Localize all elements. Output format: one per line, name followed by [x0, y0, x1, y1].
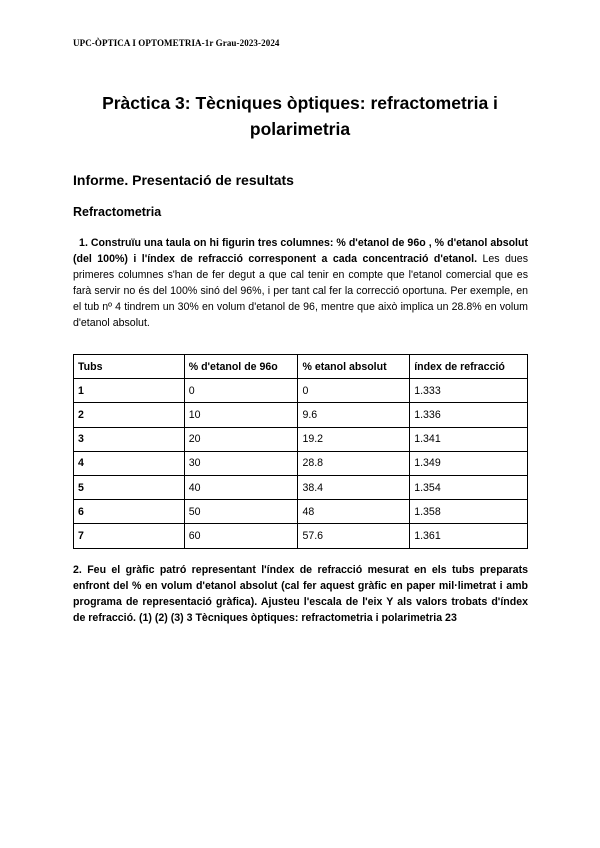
cell-tub: 4	[74, 451, 185, 475]
column-header-ethanol-absolute: % etanol absolut	[298, 355, 410, 379]
cell-ethanol-absolute: 19.2	[298, 427, 410, 451]
cell-refractive-index: 1.341	[410, 427, 528, 451]
cell-refractive-index: 1.349	[410, 451, 528, 475]
table-row	[74, 475, 528, 499]
cell-ethanol-absolute: 57.6	[298, 524, 410, 548]
question-1-body: Les dues primeres columnes s'han de fer degut a que cal tenir en compte que l'etanol comercial que es farà servir no és del 100% sinó del 96%, i per tant cal fer la correcció oportuna. Per exemple, en el tub nº 4 tindrem un 30% en volum d'etanol de 96, mentre que això implica un 28.8% en volum d'etanol absolut.	[73, 253, 528, 329]
subsection-heading: Refractometria	[73, 205, 162, 219]
section-heading: Informe. Presentació de resultats	[73, 172, 294, 188]
cell-tub: 1	[74, 379, 185, 403]
running-header: UPC-ÒPTICA I OPTOMETRIA-1r Grau-2023-2024	[73, 38, 280, 48]
cell-tub: 3	[74, 427, 185, 451]
cell-refractive-index: 1.361	[410, 524, 528, 548]
cell-tub: 7	[74, 524, 185, 548]
cell-tub: 6	[74, 500, 185, 524]
cell-ethanol-absolute: 38.4	[298, 475, 410, 499]
cell-ethanol-96: 10	[184, 403, 298, 427]
question-1-lead: 1. Construïu una taula on hi figurin tres columnes: % d'etanol de 96o , % d'etanol absolut (del 100%) i l'índex de refracció corresponent a cada concentració d'etanol.	[73, 237, 528, 265]
cell-ethanol-absolute: 48	[298, 500, 410, 524]
table-row	[74, 379, 528, 403]
table-header-row	[74, 355, 528, 379]
cell-tub: 5	[74, 475, 185, 499]
cell-ethanol-96: 50	[184, 500, 298, 524]
cell-tub: 2	[74, 403, 185, 427]
cell-ethanol-96: 40	[184, 475, 298, 499]
question-1-paragraph	[73, 235, 528, 331]
column-header-refractive-index: índex de refracció	[410, 355, 528, 379]
cell-ethanol-absolute: 0	[298, 379, 410, 403]
cell-refractive-index: 1.336	[410, 403, 528, 427]
table-row	[74, 403, 528, 427]
cell-ethanol-absolute: 9.6	[298, 403, 410, 427]
table-row	[74, 427, 528, 451]
cell-ethanol-96: 0	[184, 379, 298, 403]
cell-refractive-index: 1.358	[410, 500, 528, 524]
table-row	[74, 524, 528, 548]
table-row	[74, 451, 528, 475]
results-table	[73, 354, 528, 549]
column-header-ethanol-96: % d'etanol de 96o	[184, 355, 298, 379]
document-title: Pràctica 3: Tècniques òptiques: refractometria i polarimetria	[102, 93, 498, 139]
table-row	[74, 500, 528, 524]
cell-refractive-index: 1.354	[410, 475, 528, 499]
question-2-paragraph: 2. Feu el gràfic patró representant l'índex de refracció mesurat en els tubs preparats enfront del % en volum d'etanol absolut (cal fer aquest gràfic en paper mil·limetrat i amb programa de representació gràfica). Ajusteu l'escala de l'eix Y als valors trobats d'índex de refracció. (1) (2) (3) 3 Tècniques òptiques: refractometria i polarimetria 23	[73, 564, 528, 624]
cell-ethanol-96: 20	[184, 427, 298, 451]
cell-ethanol-absolute: 28.8	[298, 451, 410, 475]
column-header-tubs: Tubs	[74, 355, 185, 379]
cell-refractive-index: 1.333	[410, 379, 528, 403]
cell-ethanol-96: 30	[184, 451, 298, 475]
cell-ethanol-96: 60	[184, 524, 298, 548]
